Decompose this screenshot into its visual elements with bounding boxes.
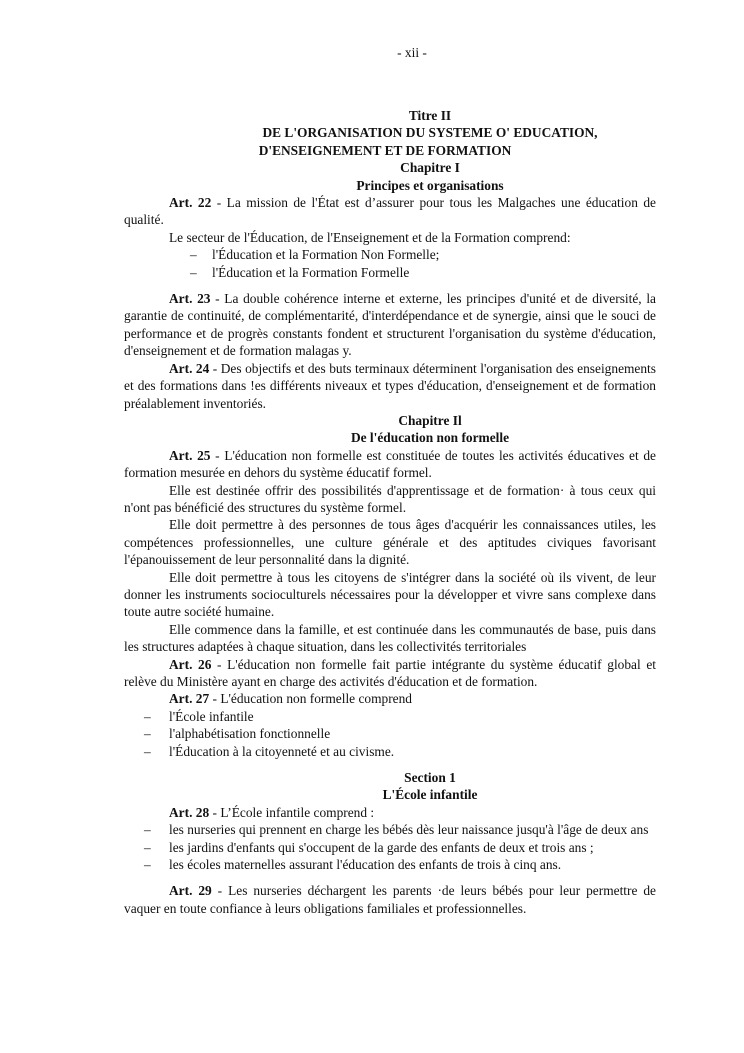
list-item: – l'Éducation et la Formation Formelle xyxy=(190,264,410,280)
list-marker: – xyxy=(144,857,151,873)
list-item: – l'Éducation et la Formation Non Formelle; xyxy=(190,247,440,263)
art-28-text: - L’École infantile comprend : xyxy=(209,804,375,820)
art-26-label: Art. 26 xyxy=(169,656,212,672)
art-25-paragraph xyxy=(124,447,656,482)
list-item: – les écoles maternelles assurant l'éducation des enfants de trois à cinq ans. xyxy=(144,857,562,873)
list-item: – l'Éducation à la citoyenneté et au civisme. xyxy=(144,743,395,759)
list-item: – l'École infantile xyxy=(144,708,254,724)
section-1-subtitle: L'École infantile xyxy=(382,787,478,803)
chapitre-1-subtitle: Principes et organisations xyxy=(356,177,504,193)
art-23-text: - La double cohérence interne et externe, les principes d'unité et de diversité, la garantie de continuité, de complémentarité, d'interdépendance et de synergie, ainsi que le souci de performance et de progrès constants fondent et structurent l'organisation du système d'éducation, d'enseignement et de formation malagas y. xyxy=(124,291,656,359)
art-25-para-1: Elle est destinée offrir des possibilités d'apprentissage et de formation· à tous ceux qui n'ont pas bénéficié des structures du système formel. xyxy=(124,482,656,515)
list-item: – les jardins d'enfants qui s'occupent de la garde des enfants de deux et trois ans ; xyxy=(144,839,594,855)
art-23-paragraph xyxy=(124,290,656,360)
art-27-text: - L'éducation non formelle comprend xyxy=(209,691,412,707)
art-28-list xyxy=(124,821,656,873)
art-25-para-4: Elle commence dans la famille, et est continuée dans les communautés de base, puis dans les structures adaptées à chaque situation, dans les collectivités territoriales xyxy=(124,621,656,655)
list-marker: – xyxy=(144,839,151,855)
art-29-label: Art. 29 xyxy=(169,883,212,899)
art-24-text: - Des objectifs et des buts terminaux déterminent l'organisation des enseignements et des formations dans !es différents niveaux et types d'éducation, d'enseignement et de formation préalablement inventoriés. xyxy=(124,360,656,411)
list-marker: – xyxy=(190,264,197,280)
list-marker: – xyxy=(144,708,151,724)
titre-heading: Titre II xyxy=(408,108,452,123)
art-26-text: - L'éducation non formelle fait partie intégrante du système éducatif global et relève du Ministère ayant en charge des activités d'éducation et de formation. xyxy=(124,656,656,689)
list-marker: – xyxy=(144,822,151,838)
art-22-text: - La mission de l'État est d’assurer pour tous les Malgaches une éducation de qualité. xyxy=(124,195,656,228)
art-22-intro: Le secteur de l'Éducation, de l'Enseignement et de la Formation comprend: xyxy=(169,229,571,245)
art-23-label: Art. 23 xyxy=(169,291,211,307)
art-27-label: Art. 27 xyxy=(169,691,210,707)
art-28-label: Art. 28 xyxy=(169,804,210,820)
art-29-paragraph xyxy=(124,882,656,917)
chapitre-2-heading: Chapitre Il xyxy=(398,412,462,428)
art-25-label: Art. 25 xyxy=(169,447,211,463)
document-body xyxy=(124,107,656,917)
art-26-paragraph xyxy=(124,656,656,691)
list-marker: – xyxy=(190,247,197,263)
chapitre-1-heading: Chapitre I xyxy=(400,160,460,176)
art-27-list xyxy=(124,708,656,760)
list-item: – l'alphabétisation fonctionnelle xyxy=(144,726,331,742)
art-25-text: - L'éducation non formelle est constituée de toutes les activités éducatives et de formation mesurée en dehors du système éducatif formel. xyxy=(124,447,656,481)
art-24-label: Art. 24 xyxy=(169,360,210,376)
art-28-paragraph xyxy=(124,804,656,821)
art-25-para-2: Elle doit permettre à des personnes de tous âges d'acquérir les connaissances utiles, les compétences professionnelles, une culture générale et des aptitudes civiques favorisant l'épanouissement de leur personnalité dans la dignité. xyxy=(124,517,656,568)
art-29-text: - Les nurseries déchargent les parents ·de leurs bébés pour leur permettre de vaquer en toute confiance à leurs obligations familiales et professionnelles. xyxy=(124,883,656,916)
titre-line-2: D'ENSEIGNEMENT ET DE FORMATION xyxy=(258,142,512,158)
titre-line-1: DE L'ORGANISATION DU SYSTEME O' EDUCATION, xyxy=(262,125,598,141)
art-22-label: Art. 22 xyxy=(169,195,212,211)
art-22-paragraph xyxy=(124,194,656,229)
list-item: – les nurseries qui prennent en charge les bébés dès leur naissance jusqu'à l'âge de deux ans xyxy=(144,822,649,838)
list-marker: – xyxy=(144,743,151,759)
art-24-paragraph xyxy=(124,360,656,412)
section-1-heading: Section 1 xyxy=(404,770,456,786)
page-number: - xii - xyxy=(397,45,427,60)
art-22-list xyxy=(124,246,656,281)
art-25-para-3: Elle doit permettre à tous les citoyens de s'intégrer dans la société où ils vivent, de leur donner les instruments socioculturels nécessaires pour la développer et vivre sans complexe dans toute autre société humaine. xyxy=(124,569,656,620)
chapitre-2-subtitle: De l'éducation non formelle xyxy=(350,430,510,446)
art-27-paragraph xyxy=(124,690,656,707)
list-marker: – xyxy=(144,726,151,742)
